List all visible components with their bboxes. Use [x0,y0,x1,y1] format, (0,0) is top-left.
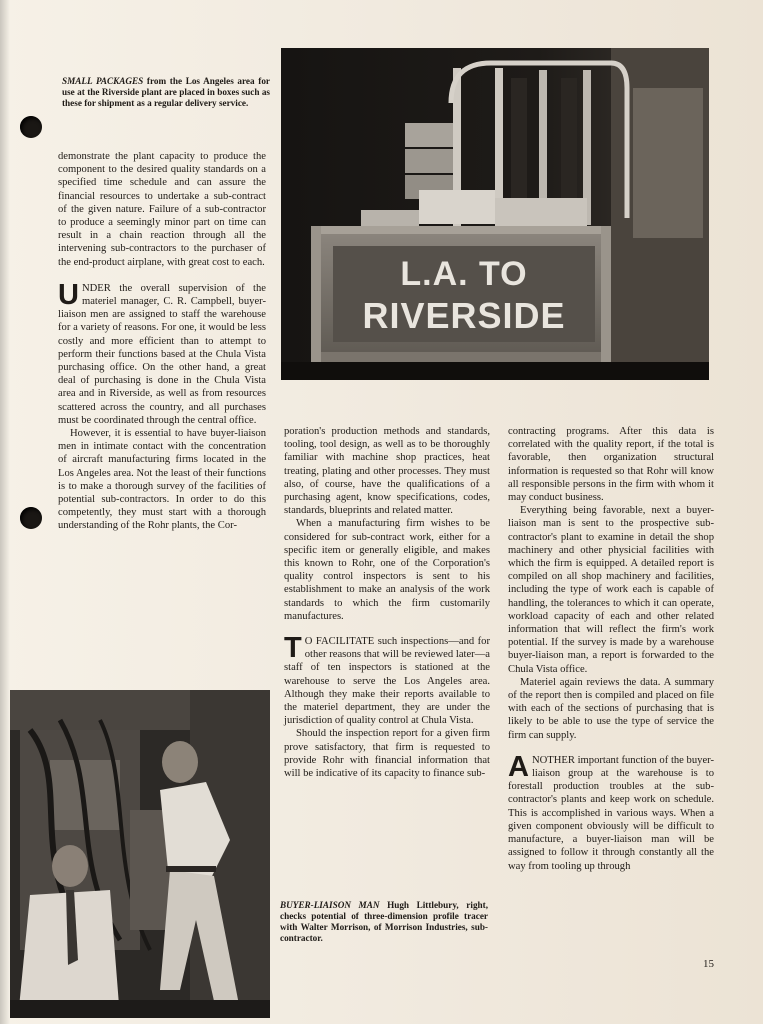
col3-paragraph-4: ANOTHER important function of the buyer-liaison group at the warehouse is to forestall production troubles at the sub-contractor's plants and keep work on schedule. This is accomplished in various ways. When a given component obviously will be difficult to manufacture, a buyer-liaison man will be assigned to follow it through constantly all the way from tooling up through [508,750,714,872]
col2-paragraph-1: poration's production methods and standards, tooling, tool design, as well as to be thoroughly familiar with machine shop practices, heat treating, plating and other processes. They must also, of course, have the qualifications of a purchasing agent, know specifications, codes, standards, blueprints and related matter. [284,426,490,517]
col1-paragraph-1: demonstrate the plant capacity to produce the component to the desired quality standards on a specified time schedule and can assure the financial resources to undertake a sub-contract of the given nature. Failure of a sub-contractor to produce a seemingly minor part on time can result in a chain reaction through all the intervening sub-contractors to the purchaser of the end-product airplane, with great cost to each. [58,151,266,268]
col2-paragraph-2: When a manufacturing firm wishes to be considered for sub-contract work, either for a specific item or generally eligible, and makes this known to Rohr, one of the Corporation's quality control inspectors is sent to his establishment to make an analysis of the work standards to which the firm customarily manufactures. [284,518,490,622]
punch-hole-top [20,116,42,138]
article-column-1 [58,150,266,533]
col2-paragraph-4: Should the inspection report for a given firm prove satisfactory, that firm is requested to provide Rohr with financial information that will be indicative of its capacity to finance sub- [284,728,490,780]
article-column-3 [508,425,714,873]
col3-paragraph-1: contracting programs. After this data is correlated with the quality report, if the total is favorable, then organization structural information is requested so that Rohr will know all responsible persons in the firm with whom it may conduct business. [508,426,714,504]
crate-sign-line1: L.A. TO [400,255,528,293]
caption-small-packages [62,76,270,109]
caption-buyer-liaison [280,900,488,944]
col3-paragraph-2: Everything being favorable, next a buyer-liaison man is sent to the prospective sub-contractor's plant to examine in detail the shop machinery and other physicial facilities with which the firm is equipped. A detailed report is compiled on all shop machinery and facilities, including the type of work each is capable of handling, the tolerances to which it can operate, workload capacity of each and other related information that will reflect the firm's work potential. If the survey is made by a warehouse buyer-liaison man, a report is forwarded to the Chula Vista office. [508,505,714,675]
caption-lead: SMALL PACKAGES [62,76,144,86]
caption-text: Hugh Littlebury, right, checks potential of three-dimension profile tracer with Walter Morrison, of Morrison Industries, sub-contractor. [280,900,489,943]
binding-shadow [0,0,10,1024]
photo-buyer-liaison-men [10,690,270,1018]
col2-paragraph-3: T O FACILITATE such inspections—and for other reasons that will be reviewed later—a staff of ten inspectors is stationed at the warehouse to serve the Los Angeles area. Although they make their reports available to the materiel department, they are under the jurisdiction of quality control at Chula Vista. [284,632,490,727]
col3-paragraph-3: Materiel again reviews the data. A summary of the report then is compiled and placed on file with each of the sections of purchasing that is likely to be able to use the type of service the firm can supply. [508,676,714,741]
col1-paragraph-3: However, it is essential to have buyer-liaison men in intimate contact with the concentration of aircraft manufacturing firms located in the Los Angeles area. Not the least of their functions is to make a thorough survey of the facilities of potential sub-contractors. In order to do this competently, they must start with a thorough understanding of the Rohr plants, the Cor- [58,428,266,532]
page-number: 15 [703,958,714,970]
photo-crate-forklift [281,48,709,380]
caption-text: from the Los Angeles area for use at the Riverside plant are placed in boxes such as these for shipment as a regular delivery service. [62,76,270,108]
article-column-2 [284,425,490,780]
dropcap-t: T [284,632,302,665]
caption-lead: BUYER-LIAISON MAN [280,900,380,910]
col1-paragraph-2: UNDER the overall supervision of the materiel manager, C. R. Campbell, buyer-liaison men are assigned to staff the warehouse for a variety of reasons. For one, it would be less costly and more efficient than to attempt to perform their functions based at the Chula Vista purchasing office. On the other hand, a great deal of purchasing is done in the Chula Vista area and in Riverside, as well as from resources scattered across the country, and all purchases must be coordinated through the central office. [58,278,266,426]
crate-sign-line2: RIVERSIDE [362,295,566,336]
dropcap-a: A [508,750,529,783]
dropcap-u: U [58,278,79,311]
punch-hole-middle [20,507,42,529]
